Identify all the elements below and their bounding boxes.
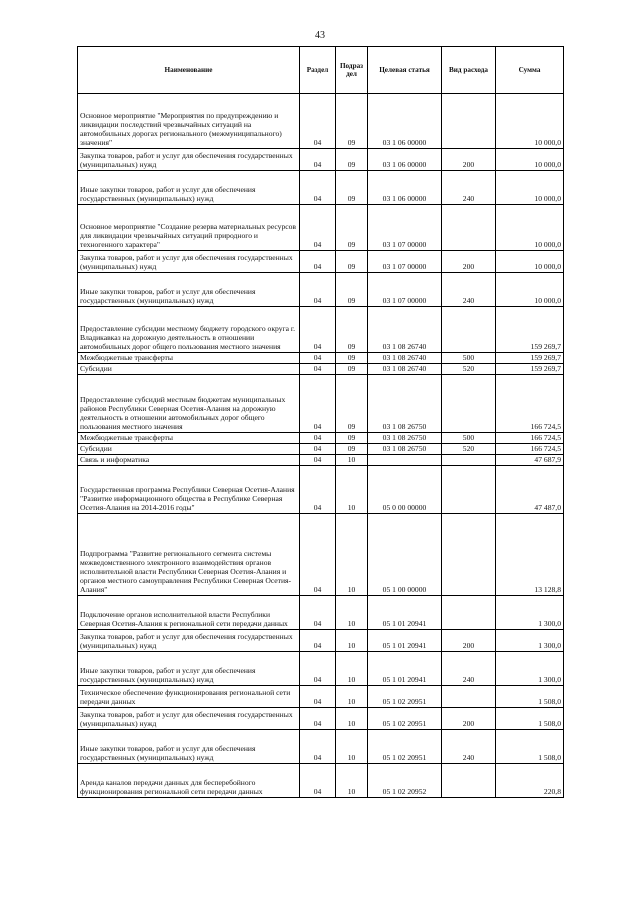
- cell-summa: 1 508,0: [496, 686, 564, 708]
- cell-vid: 520: [442, 444, 496, 455]
- table-row: [78, 764, 564, 798]
- cell-podrazdel: 09: [336, 375, 368, 433]
- cell-vid: 520: [442, 364, 496, 375]
- table-row: [78, 514, 564, 596]
- cell-celevaya: 03 1 06 00000: [368, 171, 442, 205]
- cell-podrazdel: 10: [336, 686, 368, 708]
- cell-summa: 47 687,9: [496, 455, 564, 466]
- cell-razdel: 04: [300, 149, 336, 171]
- table-header-row: [78, 47, 564, 94]
- cell-vid: [442, 466, 496, 514]
- table-row: [78, 205, 564, 251]
- cell-vid: 500: [442, 433, 496, 444]
- cell-razdel: 04: [300, 466, 336, 514]
- cell-razdel: 04: [300, 730, 336, 764]
- cell-vid: [442, 514, 496, 596]
- cell-summa: 1 300,0: [496, 652, 564, 686]
- table-row: [78, 686, 564, 708]
- cell-summa: 166 724,5: [496, 433, 564, 444]
- cell-razdel: 04: [300, 353, 336, 364]
- cell-podrazdel: 10: [336, 514, 368, 596]
- cell-celevaya: 03 1 08 26750: [368, 433, 442, 444]
- cell-vid: [442, 455, 496, 466]
- table-row: [78, 307, 564, 353]
- cell-name: Субсидии: [78, 364, 300, 375]
- cell-vid: 240: [442, 273, 496, 307]
- table-row: [78, 375, 564, 433]
- cell-name: Закупка товаров, работ и услуг для обеспечения государственных (муниципальных) нужд: [78, 149, 300, 171]
- cell-vid: 200: [442, 708, 496, 730]
- cell-razdel: 04: [300, 307, 336, 353]
- cell-summa: 10 000,0: [496, 94, 564, 149]
- cell-vid: 500: [442, 353, 496, 364]
- cell-name: Закупка товаров, работ и услуг для обеспечения государственных (муниципальных) нужд: [78, 251, 300, 273]
- cell-celevaya: 05 1 02 20951: [368, 730, 442, 764]
- cell-podrazdel: 10: [336, 708, 368, 730]
- cell-razdel: 04: [300, 273, 336, 307]
- cell-razdel: 04: [300, 514, 336, 596]
- cell-vid: [442, 375, 496, 433]
- cell-vid: 200: [442, 149, 496, 171]
- cell-podrazdel: 10: [336, 455, 368, 466]
- cell-name: Иные закупки товаров, работ и услуг для обеспечения государственных (муниципальных) нужд: [78, 273, 300, 307]
- cell-celevaya: 03 1 06 00000: [368, 94, 442, 149]
- cell-podrazdel: 10: [336, 764, 368, 798]
- table-row: [78, 708, 564, 730]
- cell-summa: 10 000,0: [496, 171, 564, 205]
- cell-name: Межбюджетные трансферты: [78, 433, 300, 444]
- cell-celevaya: 03 1 08 26740: [368, 307, 442, 353]
- cell-podrazdel: 10: [336, 730, 368, 764]
- cell-summa: 159 269,7: [496, 364, 564, 375]
- cell-celevaya: 03 1 08 26750: [368, 375, 442, 433]
- cell-summa: 166 724,5: [496, 375, 564, 433]
- cell-podrazdel: 10: [336, 466, 368, 514]
- cell-podrazdel: 10: [336, 596, 368, 630]
- cell-razdel: 04: [300, 94, 336, 149]
- cell-celevaya: 05 1 02 20951: [368, 708, 442, 730]
- cell-razdel: 04: [300, 364, 336, 375]
- cell-vid: 240: [442, 652, 496, 686]
- cell-summa: 10 000,0: [496, 149, 564, 171]
- cell-vid: [442, 94, 496, 149]
- table-row: [78, 364, 564, 375]
- cell-name: Иные закупки товаров, работ и услуг для обеспечения государственных (муниципальных) нужд: [78, 730, 300, 764]
- cell-vid: 240: [442, 171, 496, 205]
- cell-name: Аренда каналов передачи данных для бесперебойного функционирования региональной сети передачи данных: [78, 764, 300, 798]
- cell-celevaya: 03 1 06 00000: [368, 149, 442, 171]
- cell-name: Закупка товаров, работ и услуг для обеспечения государственных (муниципальных) нужд: [78, 630, 300, 652]
- cell-summa: 220,8: [496, 764, 564, 798]
- cell-summa: 10 000,0: [496, 205, 564, 251]
- cell-summa: 159 269,7: [496, 307, 564, 353]
- cell-celevaya: 05 1 02 20952: [368, 764, 442, 798]
- budget-table: [77, 46, 564, 798]
- cell-podrazdel: 09: [336, 251, 368, 273]
- table-row: [78, 94, 564, 149]
- cell-name: Иные закупки товаров, работ и услуг для обеспечения государственных (муниципальных) нужд: [78, 171, 300, 205]
- cell-podrazdel: 10: [336, 652, 368, 686]
- cell-razdel: 04: [300, 455, 336, 466]
- table-row: [78, 730, 564, 764]
- cell-celevaya: 05 1 01 20941: [368, 630, 442, 652]
- cell-razdel: 04: [300, 444, 336, 455]
- table-row: [78, 273, 564, 307]
- cell-name: Подпрограмма "Развитие регионального сегмента системы межведомственного электронного взаимодействия органов исполнительной власти Республики Северная Осетия-Алания и органов местного самоуправления Республики Северная Осетия-Алания": [78, 514, 300, 596]
- cell-podrazdel: 09: [336, 94, 368, 149]
- table-row: [78, 652, 564, 686]
- cell-podrazdel: 09: [336, 149, 368, 171]
- cell-celevaya: 03 1 08 26740: [368, 364, 442, 375]
- cell-summa: 13 128,8: [496, 514, 564, 596]
- cell-razdel: 04: [300, 205, 336, 251]
- cell-vid: 200: [442, 251, 496, 273]
- cell-razdel: 04: [300, 652, 336, 686]
- cell-name: Подключение органов исполнительной власти Республики Северная Осетия-Алания к региональной сети передачи данных: [78, 596, 300, 630]
- cell-summa: 1 508,0: [496, 730, 564, 764]
- table-row: [78, 433, 564, 444]
- cell-summa: 1 300,0: [496, 630, 564, 652]
- cell-podrazdel: 09: [336, 353, 368, 364]
- cell-podrazdel: 09: [336, 444, 368, 455]
- page-number: 43: [315, 30, 325, 41]
- header-name: Наименование: [78, 47, 300, 94]
- cell-summa: 159 269,7: [496, 353, 564, 364]
- cell-razdel: 04: [300, 171, 336, 205]
- cell-summa: 47 487,0: [496, 466, 564, 514]
- cell-name: Иные закупки товаров, работ и услуг для обеспечения государственных (муниципальных) нужд: [78, 652, 300, 686]
- table-row: [78, 171, 564, 205]
- cell-name: Межбюджетные трансферты: [78, 353, 300, 364]
- cell-podrazdel: 09: [336, 205, 368, 251]
- header-summa: Сумма: [496, 47, 564, 94]
- cell-celevaya: 05 1 02 20951: [368, 686, 442, 708]
- cell-celevaya: 03 1 07 00000: [368, 273, 442, 307]
- cell-name: Техническое обеспечение функционирования региональной сети передачи данных: [78, 686, 300, 708]
- cell-summa: 1 300,0: [496, 596, 564, 630]
- cell-podrazdel: 09: [336, 171, 368, 205]
- cell-razdel: 04: [300, 375, 336, 433]
- cell-summa: 10 000,0: [496, 273, 564, 307]
- cell-vid: [442, 764, 496, 798]
- table-row: [78, 149, 564, 171]
- cell-celevaya: 03 1 08 26740: [368, 353, 442, 364]
- table-row: [78, 353, 564, 364]
- cell-vid: [442, 686, 496, 708]
- cell-razdel: 04: [300, 764, 336, 798]
- cell-vid: [442, 307, 496, 353]
- table-row: [78, 630, 564, 652]
- cell-celevaya: 05 1 00 00000: [368, 514, 442, 596]
- cell-celevaya: 05 1 01 20941: [368, 652, 442, 686]
- header-podrazdel: Подраз дел: [336, 47, 368, 94]
- cell-name: Связь и информатика: [78, 455, 300, 466]
- header-razdel: Раздел: [300, 47, 336, 94]
- table-row: [78, 466, 564, 514]
- cell-razdel: 04: [300, 630, 336, 652]
- cell-vid: [442, 596, 496, 630]
- cell-razdel: 04: [300, 686, 336, 708]
- cell-podrazdel: 10: [336, 630, 368, 652]
- cell-celevaya: 03 1 07 00000: [368, 251, 442, 273]
- cell-razdel: 04: [300, 596, 336, 630]
- cell-vid: [442, 205, 496, 251]
- cell-podrazdel: 09: [336, 364, 368, 375]
- header-celevaya: Целевая статья: [368, 47, 442, 94]
- cell-summa: 1 508,0: [496, 708, 564, 730]
- cell-podrazdel: 09: [336, 307, 368, 353]
- cell-celevaya: 03 1 07 00000: [368, 205, 442, 251]
- cell-name: Основное мероприятие "Создание резерва материальных ресурсов для ликвидации чрезвычайных ситуаций природного и техногенного характера": [78, 205, 300, 251]
- table-row: [78, 444, 564, 455]
- table-row: [78, 596, 564, 630]
- cell-razdel: 04: [300, 433, 336, 444]
- table-row: [78, 251, 564, 273]
- cell-name: Субсидии: [78, 444, 300, 455]
- cell-celevaya: [368, 455, 442, 466]
- cell-vid: 200: [442, 630, 496, 652]
- cell-celevaya: 05 1 01 20941: [368, 596, 442, 630]
- cell-podrazdel: 09: [336, 433, 368, 444]
- cell-summa: 166 724,5: [496, 444, 564, 455]
- cell-celevaya: 03 1 08 26750: [368, 444, 442, 455]
- cell-name: Государственная программа Республики Северная Осетия-Алания "Развитие информационного общества в Республике Северная Осетия-Алания на 2014-2016 годы": [78, 466, 300, 514]
- cell-summa: 10 000,0: [496, 251, 564, 273]
- cell-podrazdel: 09: [336, 273, 368, 307]
- cell-vid: 240: [442, 730, 496, 764]
- cell-celevaya: 05 0 00 00000: [368, 466, 442, 514]
- cell-razdel: 04: [300, 251, 336, 273]
- cell-razdel: 04: [300, 708, 336, 730]
- cell-name: Предоставление субсидий местным бюджетам муниципальных районов Республики Северная Осетия-Алания на дорожную деятельность в отношении автомобильных дорог общего пользования местного значения: [78, 375, 300, 433]
- cell-name: Предоставление субсидии местному бюджету городского округа г. Владикавказ на дорожную деятельность в отношении автомобильных дорог общего пользования местного значения: [78, 307, 300, 353]
- header-vid: Вид расхода: [442, 47, 496, 94]
- cell-name: Закупка товаров, работ и услуг для обеспечения государственных (муниципальных) нужд: [78, 708, 300, 730]
- table-row: [78, 455, 564, 466]
- cell-name: Основное мероприятие "Мероприятия по предупреждению и ликвидации последствий чрезвычайных ситуаций на автомобильных дорогах регионального (межмуниципального) значения": [78, 94, 300, 149]
